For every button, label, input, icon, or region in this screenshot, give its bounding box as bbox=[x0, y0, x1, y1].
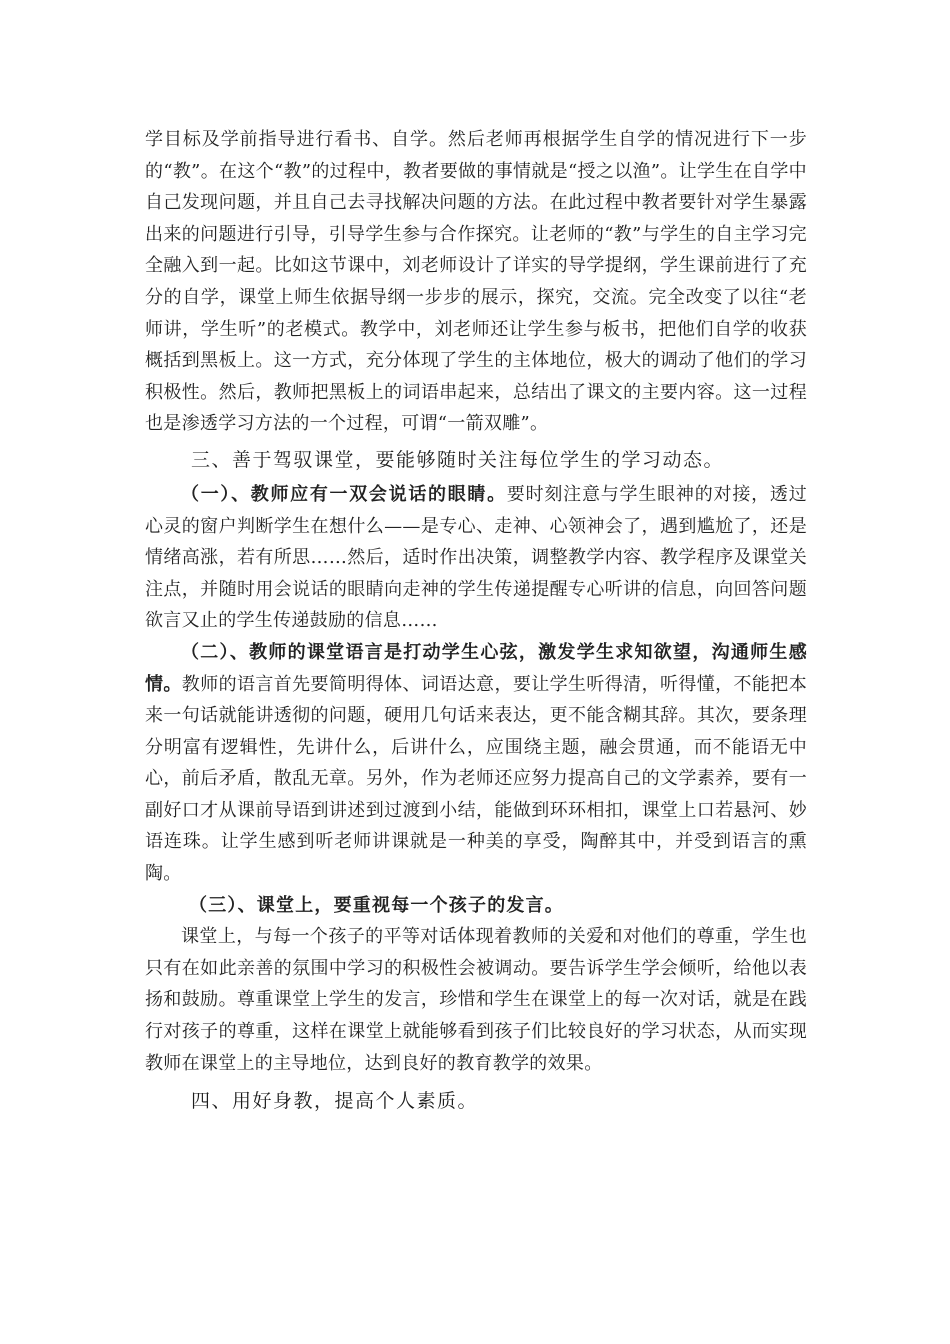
subsection-3-title: （三）、课堂上，要重视每一个孩子的发言。 bbox=[189, 894, 564, 916]
subsection-2-title: （二）、教师的课堂语言是打动学生心弦，激发学生求知欲望，沟通师生感情。 bbox=[145, 641, 807, 695]
document-page bbox=[145, 124, 807, 1119]
subsection-2-paragraph bbox=[145, 637, 807, 890]
subsection-1-title: （一）、教师应有一双会说话的眼睛。 bbox=[181, 483, 507, 505]
intro-paragraph: 学目标及学前指导进行看书、自学。然后老师再根据学生自学的情况进行下一步的“教”。在这个“教”的过程中，教者要做的事情就是“授之以渔”。让学生在自学中自己发现问题，并且自己去寻找解决问题的方法。在此过程中教者要针对学生暴露出来的问题进行引导，引导学生参与合作探究。让老师的“教”与学生的自主学习完全融入到一起。比如这节课中，刘老师设计了详实的导学提纲，学生课前进行了充分的自学，课堂上师生依据导纲一步步的展示，探究，交流。完全改变了以往“老师讲，学生听”的老模式。教学中，刘老师还让学生参与板书，把他们自学的收获概括到黑板上。这一方式，充分体现了学生的主体地位，极大的调动了他们的学习积极性。然后，教师把黑板上的词语串起来，总结出了课文的主要内容。这一过程也是渗透学习方法的一个过程，可谓“一箭双雕”。 bbox=[145, 129, 807, 435]
subsection-1-body: 要时刻注意与学生眼神的对接，透过心灵的窗户判断学生在想什么——是专心、走神、心领神会了，遇到尴尬了，还是情绪高涨，若有所思……然后，适时作出决策，调整教学内容、教学程序及课堂关注点，并随时用会说话的眼睛向走神的学生传递提醒专心听讲的信息，向回答问题欲言又止的学生传递鼓励的信息…… bbox=[145, 483, 807, 632]
subsection-2-body: 教师的语言首先要简明得体、词语达意，要让学生听得清，听得懂，不能把本来一句话就能讲透彻的问题，硬用几句话来表达，更不能含糊其辞。其次，要条理分明富有逻辑性，先讲什么，后讲什么，应围绕主题，融会贯通，而不能语无中心，前后矛盾，散乱无章。另外，作为老师还应努力提高自己的文学素养，要有一副好口才从课前导语到讲述到过渡到小结，能做到环环相扣，课堂上口若悬河、妙语连珠。让学生感到听老师讲课就是一种美的享受，陶醉其中，并受到语言的熏陶。 bbox=[145, 673, 807, 885]
subsection-1-paragraph bbox=[145, 479, 807, 637]
subsection-3-body: 课堂上，与每一个孩子的平等对话体现着教师的关爱和对他们的尊重，学生也只有在如此亲善的氛围中学习的积极性会被调动。要告诉学生学会倾听，给他以表扬和鼓励。尊重课堂上学生的发言，珍惜和学生在课堂上的每一次对话，就是在践行对孩子的尊重，这样在课堂上就能够看到孩子们比较良好的学习状态，从而实现教师在课堂上的主导地位，达到良好的教育教学的效果。 bbox=[145, 926, 807, 1074]
section-3-heading: 三、善于驾驭课堂，要能够随时关注每位学生的学习动态。 bbox=[191, 448, 725, 471]
section-4-heading: 四、用好身教，提高个人素质。 bbox=[191, 1090, 479, 1113]
